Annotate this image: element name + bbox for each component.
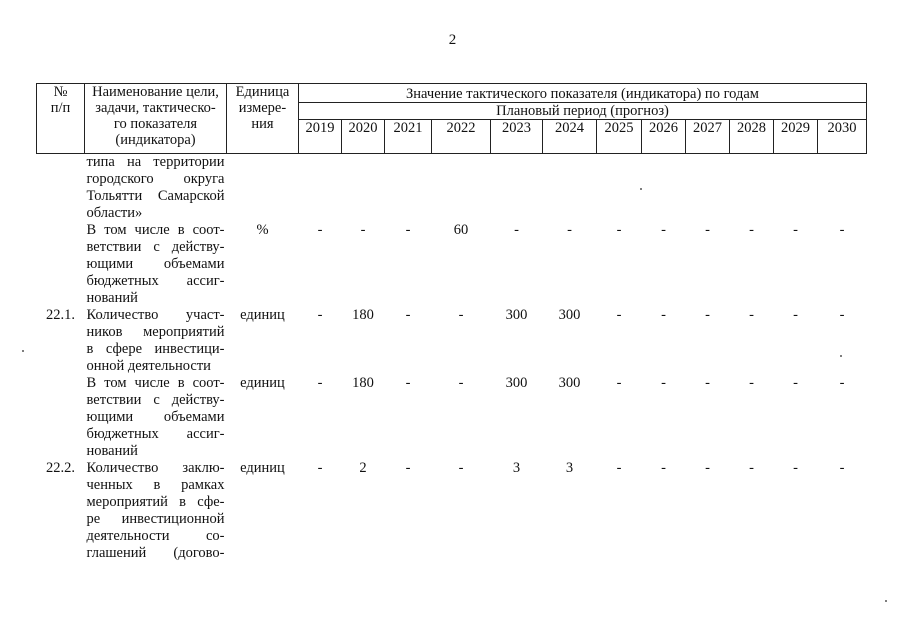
row-value bbox=[597, 154, 642, 223]
row-name: В том числе в соот- ветствии с действу- ющими объемами бюджетных ассиг- нований bbox=[86, 222, 225, 306]
year-2023: 2023 bbox=[491, 120, 543, 154]
row-value bbox=[432, 154, 491, 223]
row-value: 300 bbox=[558, 375, 581, 391]
year-2028: 2028 bbox=[730, 120, 774, 154]
row-value: - bbox=[661, 307, 666, 323]
row-value: - bbox=[749, 460, 754, 476]
row-value: - bbox=[661, 460, 666, 476]
row-value bbox=[642, 154, 686, 223]
row-value: - bbox=[405, 460, 411, 476]
row-name: В том числе в соот- ветствии с действу- ющими объемами бюджетных ассиг- нований bbox=[86, 375, 225, 459]
row-value: - bbox=[567, 222, 572, 238]
year-2027: 2027 bbox=[686, 120, 730, 154]
row-value: - bbox=[793, 375, 798, 391]
row-value: - bbox=[749, 307, 754, 323]
scan-speck bbox=[22, 350, 24, 352]
row-value: 180 bbox=[352, 307, 374, 323]
year-2020: 2020 bbox=[342, 120, 385, 154]
row-value: - bbox=[793, 307, 798, 323]
row-value: - bbox=[616, 460, 622, 476]
row-name: Количество заклю- ченных в рамках мероприятий в сфе- ре инвестиционной деятельности со- глашений (догово- bbox=[86, 460, 225, 561]
table-row bbox=[37, 154, 867, 223]
row-value: - bbox=[514, 222, 519, 238]
year-2019: 2019 bbox=[299, 120, 342, 154]
row-value: - bbox=[661, 375, 666, 391]
header-name: Наименование цели, задачи, тактическо- го показателя (индикатора) bbox=[85, 84, 227, 154]
scan-speck bbox=[840, 355, 842, 357]
row-unit: единиц bbox=[240, 375, 285, 391]
row-value: 300 bbox=[505, 375, 528, 391]
year-2022: 2022 bbox=[432, 120, 491, 154]
row-value bbox=[299, 154, 342, 223]
row-value: - bbox=[793, 222, 798, 238]
row-value: - bbox=[705, 460, 710, 476]
row-value bbox=[543, 154, 597, 223]
header-subgroup-title: Плановый период (прогноз) bbox=[299, 103, 867, 120]
row-value: - bbox=[839, 222, 845, 238]
row-value: 180 bbox=[352, 375, 374, 391]
row-name: Количество участ- ников мероприятий в сфере инвестици- онной деятельности bbox=[86, 307, 225, 374]
row-value bbox=[818, 154, 867, 223]
year-2025: 2025 bbox=[597, 120, 642, 154]
row-value: 3 bbox=[565, 460, 574, 476]
row-value: - bbox=[317, 460, 323, 476]
row-value: 60 bbox=[453, 222, 469, 238]
row-value: - bbox=[839, 375, 845, 391]
row-value: - bbox=[705, 375, 710, 391]
row-name: типа на территории городского округа Тольятти Самарской области» bbox=[86, 154, 225, 221]
year-2026: 2026 bbox=[642, 120, 686, 154]
row-value: - bbox=[616, 222, 622, 238]
row-unit: единиц bbox=[240, 460, 285, 476]
row-value: 300 bbox=[505, 307, 528, 323]
row-value: - bbox=[661, 222, 666, 238]
row-value: - bbox=[317, 375, 323, 391]
row-value: - bbox=[749, 375, 754, 391]
row-value: - bbox=[705, 222, 710, 238]
row-value bbox=[730, 154, 774, 223]
row-value: - bbox=[793, 460, 798, 476]
table-row bbox=[37, 307, 867, 375]
row-value: 300 bbox=[558, 307, 581, 323]
row-value: - bbox=[405, 375, 411, 391]
row-value bbox=[342, 154, 385, 223]
year-2029: 2029 bbox=[774, 120, 818, 154]
row-unit: единиц bbox=[240, 307, 285, 323]
row-value: - bbox=[616, 307, 622, 323]
header-num: № п/п bbox=[37, 84, 85, 154]
row-num bbox=[37, 154, 85, 223]
header-group-title: Значение тактического показателя (индикатора) по годам bbox=[299, 84, 867, 103]
row-num: 22.2. bbox=[46, 460, 75, 476]
row-value: - bbox=[458, 460, 464, 476]
indicator-table bbox=[36, 83, 867, 562]
scan-speck bbox=[885, 600, 887, 602]
row-value: - bbox=[749, 222, 754, 238]
row-value bbox=[491, 154, 543, 223]
table-row bbox=[37, 222, 867, 307]
row-num bbox=[37, 222, 85, 307]
row-value: - bbox=[458, 375, 464, 391]
row-value: - bbox=[405, 222, 411, 238]
row-value bbox=[385, 154, 432, 223]
year-2024: 2024 bbox=[543, 120, 597, 154]
row-unit: % bbox=[256, 222, 269, 238]
row-num bbox=[37, 375, 85, 460]
row-value: - bbox=[405, 307, 411, 323]
row-value bbox=[686, 154, 730, 223]
year-2030: 2030 bbox=[818, 120, 867, 154]
row-value: - bbox=[458, 307, 464, 323]
row-value: 2 bbox=[359, 460, 367, 476]
row-value: - bbox=[839, 460, 845, 476]
row-value: - bbox=[360, 222, 366, 238]
row-value: - bbox=[317, 307, 323, 323]
row-value: - bbox=[616, 375, 622, 391]
row-value: - bbox=[839, 307, 845, 323]
page-number: 2 bbox=[448, 32, 457, 48]
row-value: 3 bbox=[512, 460, 521, 476]
table-row bbox=[37, 460, 867, 562]
year-2021: 2021 bbox=[385, 120, 432, 154]
row-unit bbox=[227, 154, 299, 223]
scan-speck bbox=[640, 188, 642, 190]
header-unit: Единица измере- ния bbox=[227, 84, 299, 154]
row-value bbox=[774, 154, 818, 223]
table-row bbox=[37, 375, 867, 460]
row-value: - bbox=[705, 307, 710, 323]
row-value: - bbox=[317, 222, 323, 238]
row-num: 22.1. bbox=[46, 307, 75, 323]
